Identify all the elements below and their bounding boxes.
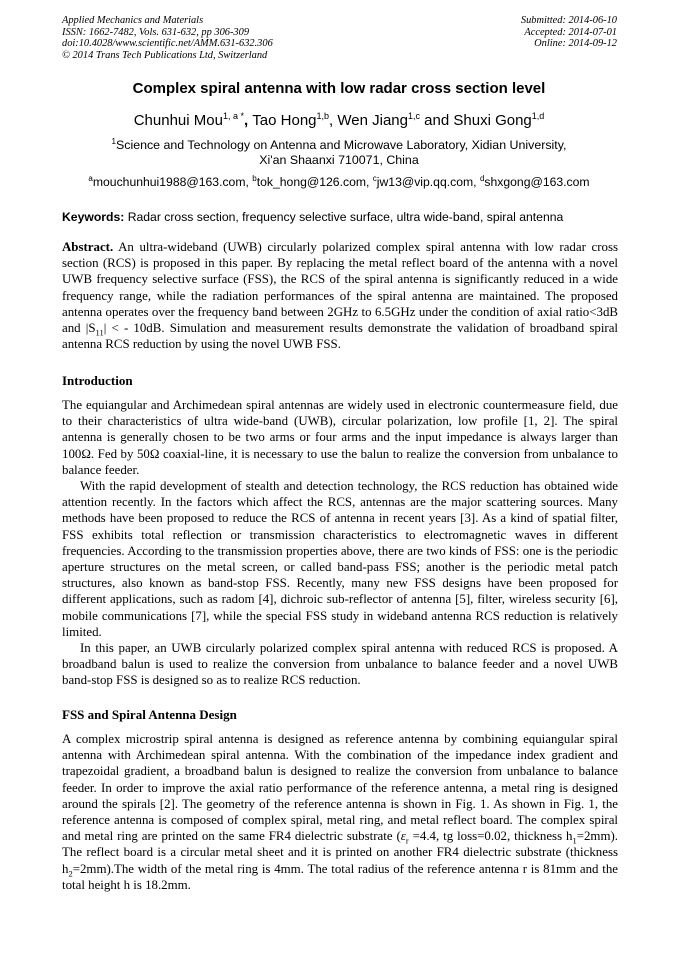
abstract-text: | < - 10dB. Simulation and measurement results demonstrate the validation of broadband spiral antenna RCS reduction by using the novel UWB FSS. [62, 321, 618, 352]
email-mark: d [479, 173, 485, 183]
abstract-label: Abstract. [62, 240, 114, 254]
author-name: Tao Hong [252, 112, 317, 129]
paragraph: In this paper, an UWB circularly polarized complex spiral antenna with reduced RCS is proposed. A broadband balun is used to realize the conversion from unbalance to balance feeder and a novel UWB band-stop FSS is designed so as to realize RCS reduction. [62, 641, 618, 688]
paragraph: With the rapid development of stealth and detection technology, the RCS reduction has obtained wide attention recently. In the factors which affect the RCS, antennas are the major scattering sources. Many methods have been proposed to reduce the RCS of antenna in recent years [3]. As a kind of spatial filter, FSS exhibits total reflection or transmission characteristics to electromagnetic waves in different frequencies. According to the transmission properties above, there are two kinds of FSS: one is the periodic aperture structures on the metal screen, or called band-pass FSS; another is the periodic metal patch structures, also known as band-stop FSS. Recently, many new FSS designs have been proposed for different applications, such as radom [4], dichroic sub-reflector of antenna [5], filter, wireless security [6], mobile communications [7], while the special FSS study in wideband antenna RCS reduction is relatively limited. [62, 479, 618, 639]
paragraph-text: =2mm). The reflect board is a circular metal sheet and it is printed on another FR4 dielectric substrate (thickness h [62, 829, 619, 876]
paragraph-text: =2mm).The width of the metal ring is 4mm. The total radius of the reference antenna r is 81mm and the total height h is 18.2mm. [62, 861, 618, 892]
paper-title: Complex spiral antenna with low radar cross section level [132, 80, 546, 97]
epsilon-subscript: r [405, 835, 409, 846]
affiliation [0, 138, 678, 168]
email-mark: a [88, 173, 93, 183]
abstract [62, 239, 618, 352]
design-body [62, 731, 618, 893]
submitted-date: Submitted: 2014-06-10 [520, 15, 617, 26]
copyright-line: © 2014 Trans Tech Publications Ltd, Switzerland [62, 49, 268, 61]
paragraph: The equiangular and Archimedean spiral antennas are widely used in electronic countermeasure field, due to their characteristics of ultra wide-band (UWB), circular polarization, low profile [1, 2]. The spiral antenna is generally chosen to be two arms or four arms and the input impedance is always larger than 100Ω. Fed by 50Ω coaxial-line, it is necessary to use the balun to realize the conversion from unbalance to balance feeder. [62, 398, 618, 477]
paragraph-text: A complex microstrip spiral antenna is designed as reference antenna by combining equiangular spiral antenna with Archimedean spiral antenna. With the combination of the impedance index gradient and trapezoidal gradient, a broadband balun is designed to realize the conversion from unbalance to balance feeder. In order to improve the axial ratio performance of the reference antenna, a metal ring is designed around the spirals [2]. The geometry of the reference antenna is shown in Fig. 1. As shown in Fig. 1, the reference antenna is composed of complex spiral, metal ring, and metal reflect board. The complex spiral and metal ring are printed on the same FR4 dielectric substrate ( [62, 732, 618, 844]
online-date: Online: 2014-09-12 [534, 38, 617, 50]
author-affil-mark: 1,d [531, 111, 545, 121]
affil-line: Xi'an Shaanxi 710071, China [259, 153, 419, 167]
h2-subscript: 2 [68, 868, 73, 879]
email-link[interactable]: jw13@vip.qq.com [376, 175, 474, 189]
paragraph-text: =4.4, tg loss=0.02, thickness h [408, 829, 573, 844]
email-mark: c [372, 173, 377, 183]
author-affil-mark: 1,c [407, 111, 420, 121]
section-heading: FSS and Spiral Antenna Design [62, 707, 237, 722]
section-heading: Introduction [62, 373, 133, 388]
journal-header [62, 15, 273, 61]
abstract-text: An ultra-wideband (UWB) circularly polarized complex spiral antenna with low radar cross section (RCS) is proposed in this paper. By replacing the metal reflect board of the antenna with a novel UWB frequency selective surface (FSS), the RCS of the spiral antenna is significantly reduced in a wide frequency range, while the radiation performances of the spiral antenna are maintained. The proposed antenna operates over the frequency band between 2GHz to 6.5GHz under the condition of axial ratio<3dB and |S [62, 240, 618, 336]
issn-line: ISSN: 1662-7482, Vols. 631-632, pp 306-309 [62, 26, 250, 38]
introduction-body [62, 397, 618, 689]
keywords-label: Keywords: [62, 210, 125, 224]
author-conjunction: and [424, 112, 450, 129]
h1-subscript: 1 [572, 835, 577, 846]
doi-line: doi:10.4028/www.scientific.net/AMM.631-632.306 [62, 38, 273, 50]
author-name: Wen Jiang [337, 112, 408, 129]
email-list: $^a$mouchunhui1988@163.com, $^b$tok_hong@126.com, $^c$jw13@vip.qq.com, $^d$shxgong@163.com [88, 173, 590, 189]
email-link[interactable]: shxgong@163.com [484, 175, 590, 189]
author-affil-mark: 1,b [316, 111, 330, 121]
email-link[interactable]: tok_hong@126.com [256, 175, 366, 189]
author-affil-mark: 1, a * [222, 111, 244, 121]
author-name: Chunhui Mou [133, 112, 223, 129]
affil-line: Science and Technology on Antenna and Microwave Laboratory, Xidian University, [115, 138, 567, 152]
keywords-text: Radar cross section, frequency selective surface, ultra wide-band, spiral antenna [127, 210, 564, 224]
epsilon-symbol: ε [400, 829, 406, 844]
journal-name: Applied Mechanics and Materials [62, 15, 204, 26]
dates-header [521, 15, 617, 50]
email-mark: b [252, 173, 257, 183]
author-list: Chunhui Mou$^{1, a *}$, Tao Hong$^{1,b}$, Wen Jiang$^{1,c}$ and Shuxi Gong$^{1,d}$ [133, 111, 545, 129]
abstract-subscript: 11 [95, 327, 104, 338]
affil-mark: 1 [111, 136, 116, 146]
email-link[interactable]: mouchunhui1988@163.com [92, 175, 246, 189]
keywords [62, 210, 618, 224]
accepted-date: Accepted: 2014-07-01 [524, 26, 617, 38]
author-name: Shuxi Gong [453, 112, 532, 129]
